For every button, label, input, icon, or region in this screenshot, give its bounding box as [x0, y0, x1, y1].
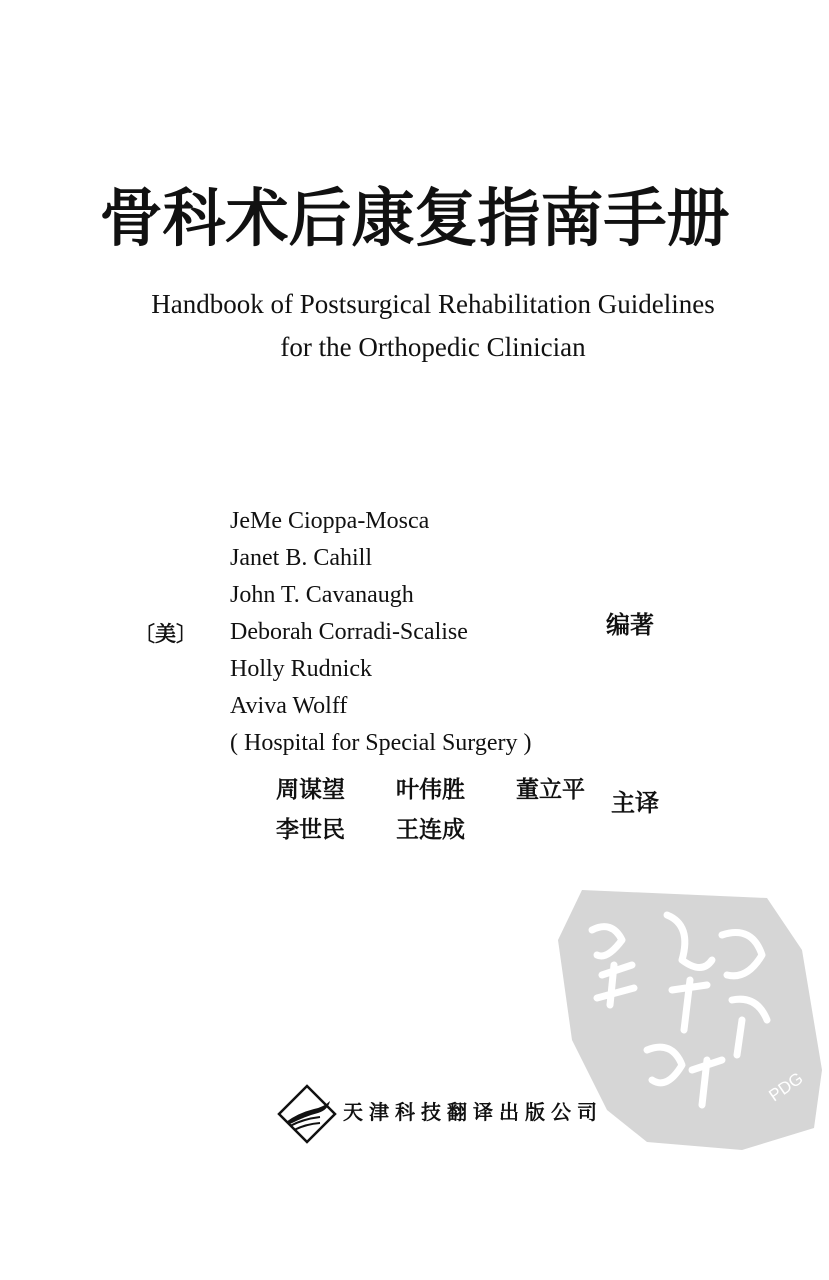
author-role-label: 编著	[606, 611, 654, 639]
translator-name: 王连成	[396, 817, 466, 843]
translator-role-label: 主译	[611, 789, 659, 817]
author-name: JeMe Cioppa-Mosca	[230, 508, 430, 534]
translator-list	[276, 770, 628, 850]
author-name: Deborah Corradi-Scalise	[230, 619, 468, 645]
translator-name: 董立平	[516, 777, 586, 803]
author-name: Janet B. Cahill	[230, 545, 372, 571]
translator-row	[276, 770, 628, 810]
swan-diamond-logo-icon	[276, 1083, 338, 1145]
english-title-line-2: for the Orthopedic Clinician	[280, 332, 586, 362]
chinese-title: 骨科术后康复指南手册	[99, 182, 730, 255]
translator-name: 李世民	[276, 817, 345, 843]
english-title	[0, 283, 829, 369]
translator-row	[276, 810, 628, 850]
author-name: Aviva Wolff	[230, 693, 348, 719]
publisher-name: 天津科技翻译出版公司	[343, 1100, 603, 1124]
translator-name: 周谋望	[276, 777, 345, 803]
author-list	[230, 503, 532, 762]
author-name: John T. Cavanaugh	[230, 582, 414, 608]
author-name: Holly Rudnick	[230, 656, 372, 682]
author-country-label: 〔美〕	[134, 622, 197, 646]
watermark-text: PDG	[765, 1068, 807, 1106]
translator-name: 叶伟胜	[396, 777, 466, 803]
english-title-line-1: Handbook of Postsurgical Rehabilitation Guidelines	[151, 289, 715, 319]
author-affiliation: ( Hospital for Special Surgery )	[230, 730, 532, 756]
